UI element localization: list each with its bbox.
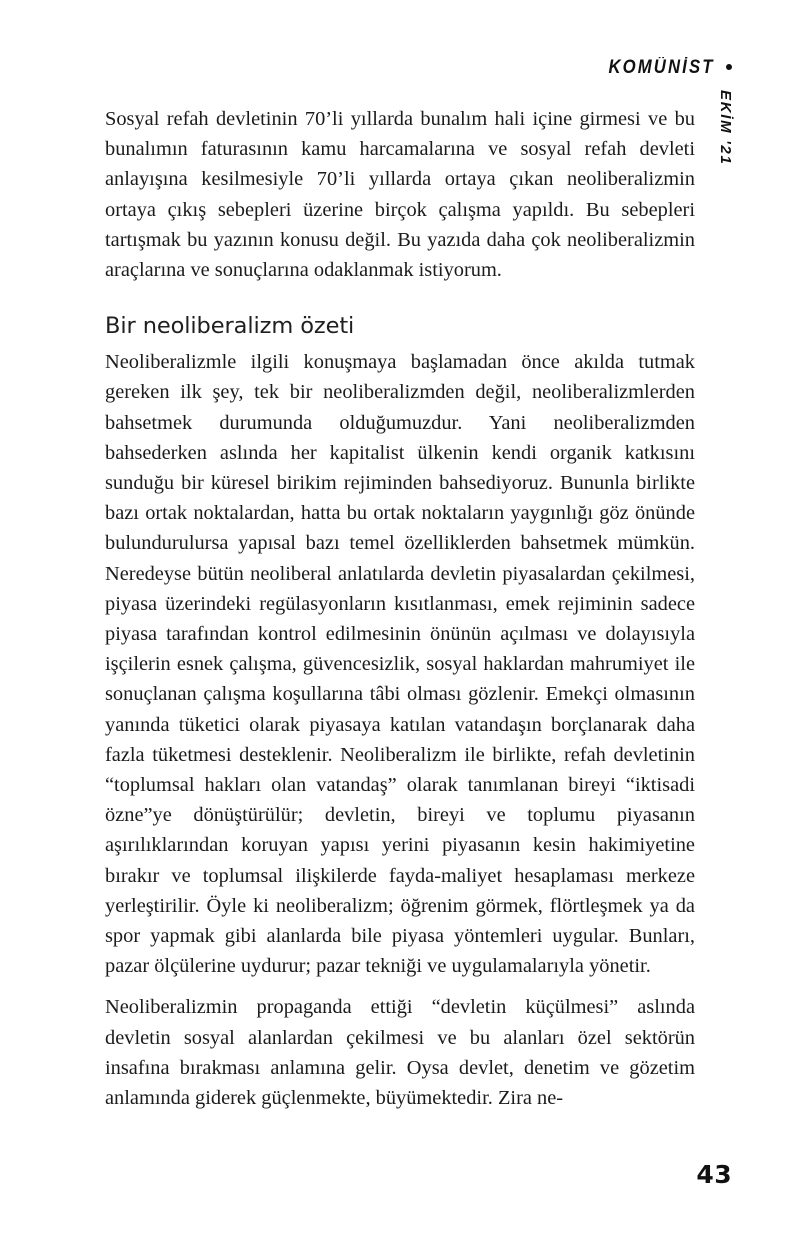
paragraph-2: Neoliberalizmle ilgili konuşmaya başlamadan önce akılda tutmak gereken ilk şey, tek bir neoliberalizmden değil, neoliberalizmlerden bahsetmek durumunda olduğumuzdur. Yani neoliberalizmden bahsederken aslında her kapitalist ülkenin kendi organik katkısını sunduğu bir küresel birikim rejiminden bahsediyoruz. Bununla birlikte bazı ortak noktalardan, hatta bu ortak noktaların yaygınlığı göz önünde bulundurulursa yapısal bazı temel özelliklerden bahsetmek mümkün. Neredeyse bütün neoliberal anlatılarda devletin piyasalardan çekilmesi, piyasa üzerindeki regülasyonların kısıtlanması, emek rejiminin sadece piyasa tarafından kontrol edilmesinin önünün açılması ve dolayısıyla işçilerin esnek çalışma, güvencesizlik, sosyal haklardan mahrumiyet ile sonuçlanan çalışma koşullarına tâbi olması gözlenir. Emekçi olmasının yanında tüketici olarak piyasaya katılan vatandaşın borçlanarak daha fazla tüketmesi desteklenir. Neoliberalizm ile birlikte, refah devletinin “toplumsal hakları olan vatandaş” olarak tanımlanan bireyi “iktisadi özne”ye dönüştürülür; devletin, bireyi ve toplumu piyasanın aşırılıklarından koruyan yapısı yerini piyasanın kesin hakimiyetine bırakır ve toplumsal ilişkilerde fayda-maliyet hesaplaması merkeze yerleştirilir. Öyle ki neoliberalizm; öğrenim görmek, flörtleşmek ya da spor yapmak gibi alanlarda bile piyasa yöntemleri uygular. Bunları, pazar ölçülerine uydurur; pazar tekniği ve uygulamalarıyla yönetir. [105, 351, 695, 978]
section-heading-neoliberalizm-ozeti: Bir neoliberalizm özeti [105, 313, 355, 340]
issue-stamp [712, 90, 738, 220]
issue-stamp-label: EKİM '21 [717, 90, 734, 166]
page-number: 43 [696, 1160, 732, 1189]
running-head [594, 57, 732, 79]
paragraph-3: Neoliberalizmin propaganda ettiği “devletin küçülmesi” aslında devletin sosyal alanlardan çekilmesi ve bu alanları özel sektörün insafına bırakması anlamına gelir. Oysa devlet, denetim ve gözetim anlamında giderek güçlenmekte, büyümektedir. Zira ne- [105, 996, 695, 1110]
running-head-title: KOMÜNİST [608, 57, 715, 78]
bullet-dot-icon [726, 64, 732, 70]
text-column [105, 104, 695, 1113]
paragraph-1: Sosyal refah devletinin 70’li yıllarda bunalım hali içine girmesi ve bu bunalımın faturasının kamu harcamalarına ve sosyal refah devleti anlayışına kesilmesiyle 70’li yıllarda ortaya çıkan neoliberalizmin ortaya çıkış sebepleri üzerine birçok çalışma yapıldı. Bu sebepleri tartışmak bu yazının konusu değil. Bu yazıda daha çok neoliberalizmin araçlarına ve sonuçlarına odaklanmak istiyorum. [105, 108, 695, 282]
